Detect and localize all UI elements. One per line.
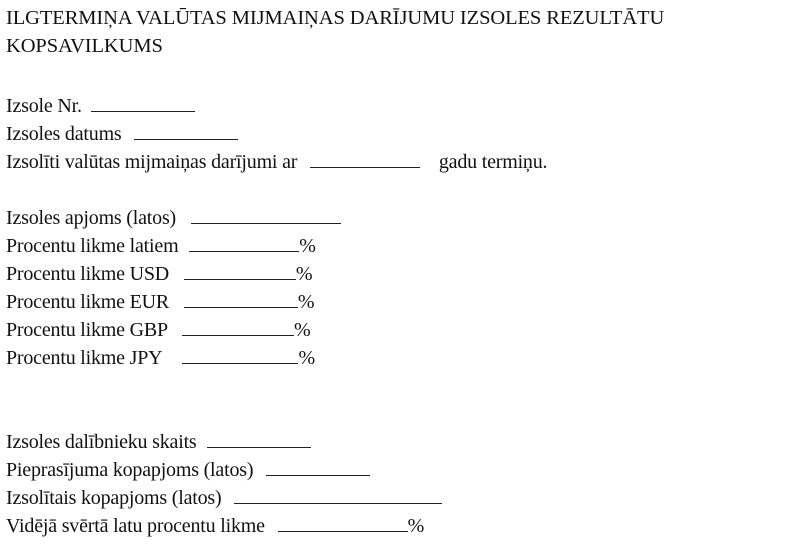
auction-term-row	[6, 150, 547, 174]
demand-label: Pieprasījuma kopapjoms (latos)	[6, 459, 254, 481]
auction-term-blank	[310, 150, 420, 168]
weighted-rate-row	[6, 514, 424, 538]
auction-volume-blank	[191, 206, 341, 224]
percent-sign: %	[295, 263, 313, 285]
participants-row	[6, 430, 311, 454]
document-title-line-2: KOPSAVILKUMS	[6, 35, 163, 57]
percent-sign: %	[299, 235, 316, 257]
rate-row	[6, 290, 314, 314]
demand-row	[6, 458, 370, 482]
auction-number-label: Izsole Nr.	[6, 95, 82, 117]
rate-label: Procentu likme USD	[6, 263, 170, 285]
allotted-blank	[234, 486, 442, 504]
allotted-label: Izsolītais kopapjoms (latos)	[6, 487, 222, 509]
auction-term-prefix: Izsolīti valūtas mijmaiņas darījumi ar	[6, 151, 298, 173]
auction-date-label: Izsoles datums	[6, 123, 122, 145]
allotted-row	[6, 486, 442, 510]
auction-volume-label: Izsoles apjoms (latos)	[6, 207, 177, 229]
rate-row	[6, 262, 312, 286]
weighted-rate-label: Vidējā svērtā latu procentu likme	[6, 515, 265, 537]
rate-blank	[189, 234, 299, 252]
document-title-line-1: ILGTERMIŅA VALŪTAS MIJMAIŅAS DARĪJUMU IZSOLES REZULTĀTU	[6, 7, 665, 29]
auction-volume-row	[6, 206, 341, 230]
auction-number-row	[6, 94, 195, 118]
percent-sign: %	[297, 291, 315, 313]
auction-term-suffix: gadu termiņu.	[438, 151, 548, 173]
rate-label: Procentu likme JPY	[6, 347, 162, 369]
percent-sign: %	[298, 347, 315, 369]
rate-blank	[182, 346, 298, 364]
demand-blank	[266, 458, 370, 476]
weighted-rate-blank	[278, 514, 408, 532]
participants-label: Izsoles dalībnieku skaits	[6, 431, 197, 453]
percent-sign: %	[407, 515, 425, 537]
rate-blank	[184, 290, 298, 308]
participants-blank	[207, 430, 311, 448]
rate-row	[6, 234, 316, 258]
rate-label: Procentu likme EUR	[6, 291, 170, 313]
rate-row	[6, 318, 311, 342]
rate-row	[6, 346, 315, 370]
percent-sign: %	[294, 319, 311, 341]
rate-blank	[184, 262, 296, 280]
auction-date-row	[6, 122, 238, 146]
rate-blank	[182, 318, 294, 336]
rate-label: Procentu likme latiem	[6, 235, 179, 257]
rate-label: Procentu likme GBP	[6, 319, 168, 341]
auction-number-blank	[91, 94, 195, 112]
auction-date-blank	[134, 122, 238, 140]
